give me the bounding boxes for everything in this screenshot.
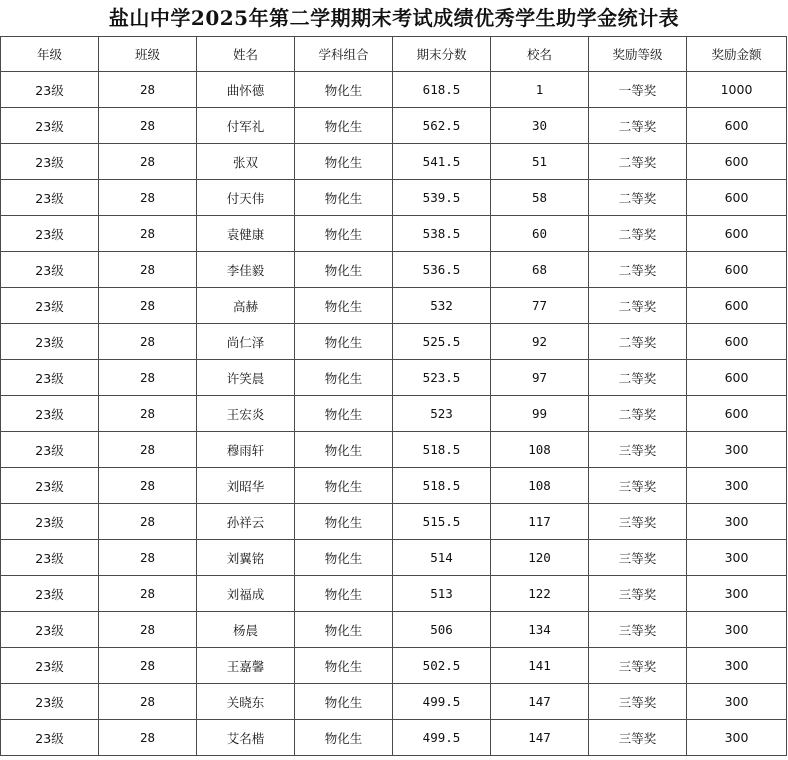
- cell-subject-combo[interactable]: 物化生: [295, 540, 393, 576]
- table-row: [1, 216, 787, 252]
- cell-award-level[interactable]: 二等奖: [589, 288, 687, 324]
- cell-class[interactable]: 28: [99, 216, 197, 252]
- cell-final-score[interactable]: 506: [393, 612, 491, 648]
- cell-grade[interactable]: 23级: [1, 72, 99, 108]
- table-row: [1, 432, 787, 468]
- table-row: [1, 612, 787, 648]
- cell-class[interactable]: 28: [99, 288, 197, 324]
- table-row: [1, 108, 787, 144]
- cell-grade[interactable]: 23级: [1, 288, 99, 324]
- cell-award-amount[interactable]: 600: [687, 360, 787, 396]
- table-row: [1, 576, 787, 612]
- cell-class[interactable]: 28: [99, 468, 197, 504]
- table-row: [1, 468, 787, 504]
- cell-school-rank[interactable]: 108: [491, 468, 589, 504]
- cell-school-rank[interactable]: 60: [491, 216, 589, 252]
- cell-name[interactable]: 艾名楷: [197, 720, 295, 756]
- table-body: [1, 72, 787, 756]
- cell-class[interactable]: 28: [99, 504, 197, 540]
- header-row: [1, 37, 787, 72]
- cell-award-amount[interactable]: 600: [687, 288, 787, 324]
- cell-class[interactable]: 28: [99, 252, 197, 288]
- cell-class[interactable]: 28: [99, 576, 197, 612]
- cell-name[interactable]: 张双: [197, 144, 295, 180]
- header-grade[interactable]: 年级: [1, 37, 99, 72]
- cell-school-rank[interactable]: 92: [491, 324, 589, 360]
- cell-class[interactable]: 28: [99, 540, 197, 576]
- cell-class[interactable]: 28: [99, 648, 197, 684]
- cell-grade[interactable]: 23级: [1, 720, 99, 756]
- cell-grade[interactable]: 23级: [1, 684, 99, 720]
- cell-name[interactable]: 王宏炎: [197, 396, 295, 432]
- cell-award-level[interactable]: 三等奖: [589, 648, 687, 684]
- cell-grade[interactable]: 23级: [1, 396, 99, 432]
- cell-name[interactable]: 孙祥云: [197, 504, 295, 540]
- cell-final-score[interactable]: 513: [393, 576, 491, 612]
- cell-school-rank[interactable]: 147: [491, 684, 589, 720]
- cell-award-level[interactable]: 三等奖: [589, 540, 687, 576]
- cell-subject-combo[interactable]: 物化生: [295, 684, 393, 720]
- cell-name[interactable]: 刘福成: [197, 576, 295, 612]
- cell-final-score[interactable]: 618.5: [393, 72, 491, 108]
- table-row: [1, 540, 787, 576]
- header-award-amount[interactable]: 奖励金额: [687, 37, 787, 72]
- cell-award-level[interactable]: 二等奖: [589, 108, 687, 144]
- cell-subject-combo[interactable]: 物化生: [295, 396, 393, 432]
- cell-subject-combo[interactable]: 物化生: [295, 324, 393, 360]
- cell-school-rank[interactable]: 97: [491, 360, 589, 396]
- cell-award-amount[interactable]: 300: [687, 720, 787, 756]
- cell-award-amount[interactable]: 300: [687, 504, 787, 540]
- cell-award-level[interactable]: 三等奖: [589, 432, 687, 468]
- cell-award-amount[interactable]: 300: [687, 540, 787, 576]
- cell-final-score[interactable]: 502.5: [393, 648, 491, 684]
- cell-class[interactable]: 28: [99, 396, 197, 432]
- cell-subject-combo[interactable]: 物化生: [295, 252, 393, 288]
- cell-subject-combo[interactable]: 物化生: [295, 648, 393, 684]
- table-row: [1, 180, 787, 216]
- cell-final-score[interactable]: 539.5: [393, 180, 491, 216]
- header-class[interactable]: 班级: [99, 37, 197, 72]
- cell-name[interactable]: 杨晨: [197, 612, 295, 648]
- cell-grade[interactable]: 23级: [1, 252, 99, 288]
- cell-award-amount[interactable]: 300: [687, 684, 787, 720]
- cell-school-rank[interactable]: 30: [491, 108, 589, 144]
- header-subject-combo[interactable]: 学科组合: [295, 37, 393, 72]
- cell-school-rank[interactable]: 77: [491, 288, 589, 324]
- cell-final-score[interactable]: 525.5: [393, 324, 491, 360]
- cell-award-level[interactable]: 三等奖: [589, 468, 687, 504]
- cell-award-level[interactable]: 二等奖: [589, 216, 687, 252]
- cell-final-score[interactable]: 499.5: [393, 684, 491, 720]
- cell-final-score[interactable]: 536.5: [393, 252, 491, 288]
- cell-subject-combo[interactable]: 物化生: [295, 468, 393, 504]
- cell-award-level[interactable]: 一等奖: [589, 72, 687, 108]
- cell-final-score[interactable]: 532: [393, 288, 491, 324]
- scholarship-table: [0, 36, 787, 756]
- table-row: [1, 684, 787, 720]
- cell-class[interactable]: 28: [99, 108, 197, 144]
- cell-award-level[interactable]: 二等奖: [589, 396, 687, 432]
- cell-award-amount[interactable]: 300: [687, 576, 787, 612]
- table-row: [1, 288, 787, 324]
- cell-school-rank[interactable]: 1: [491, 72, 589, 108]
- cell-grade[interactable]: 23级: [1, 216, 99, 252]
- cell-subject-combo[interactable]: 物化生: [295, 288, 393, 324]
- cell-final-score[interactable]: 499.5: [393, 720, 491, 756]
- cell-subject-combo[interactable]: 物化生: [295, 504, 393, 540]
- cell-name[interactable]: 刘翼铭: [197, 540, 295, 576]
- table-row: [1, 360, 787, 396]
- cell-name[interactable]: 李佳毅: [197, 252, 295, 288]
- cell-award-level[interactable]: 三等奖: [589, 720, 687, 756]
- cell-name[interactable]: 刘昭华: [197, 468, 295, 504]
- cell-school-rank[interactable]: 117: [491, 504, 589, 540]
- table-row: [1, 720, 787, 756]
- cell-grade[interactable]: 23级: [1, 504, 99, 540]
- header-award-level[interactable]: 奖励等级: [589, 37, 687, 72]
- cell-final-score[interactable]: 523: [393, 396, 491, 432]
- table-row: [1, 504, 787, 540]
- cell-final-score[interactable]: 518.5: [393, 432, 491, 468]
- cell-award-amount[interactable]: 600: [687, 216, 787, 252]
- cell-award-level[interactable]: 三等奖: [589, 576, 687, 612]
- cell-award-level[interactable]: 二等奖: [589, 180, 687, 216]
- table-row: [1, 324, 787, 360]
- cell-class[interactable]: 28: [99, 72, 197, 108]
- table-row: [1, 252, 787, 288]
- cell-award-amount[interactable]: 600: [687, 396, 787, 432]
- cell-name[interactable]: 曲怀德: [197, 72, 295, 108]
- cell-subject-combo[interactable]: 物化生: [295, 576, 393, 612]
- table-row: [1, 396, 787, 432]
- cell-class[interactable]: 28: [99, 720, 197, 756]
- cell-school-rank[interactable]: 147: [491, 720, 589, 756]
- cell-grade[interactable]: 23级: [1, 612, 99, 648]
- cell-grade[interactable]: 23级: [1, 576, 99, 612]
- cell-subject-combo[interactable]: 物化生: [295, 216, 393, 252]
- cell-grade[interactable]: 23级: [1, 360, 99, 396]
- cell-school-rank[interactable]: 120: [491, 540, 589, 576]
- cell-final-score[interactable]: 515.5: [393, 504, 491, 540]
- cell-award-level[interactable]: 三等奖: [589, 684, 687, 720]
- cell-class[interactable]: 28: [99, 324, 197, 360]
- cell-grade[interactable]: 23级: [1, 468, 99, 504]
- cell-subject-combo[interactable]: 物化生: [295, 72, 393, 108]
- cell-grade[interactable]: 23级: [1, 180, 99, 216]
- table-title: 盐山中学2025年第二学期期末考试成绩优秀学生助学金统计表: [108, 6, 680, 30]
- cell-award-amount[interactable]: 300: [687, 468, 787, 504]
- cell-award-amount[interactable]: 600: [687, 324, 787, 360]
- cell-grade[interactable]: 23级: [1, 648, 99, 684]
- cell-final-score[interactable]: 562.5: [393, 108, 491, 144]
- cell-class[interactable]: 28: [99, 684, 197, 720]
- cell-award-level[interactable]: 二等奖: [589, 252, 687, 288]
- header-final-score[interactable]: 期末分数: [393, 37, 491, 72]
- cell-class[interactable]: 28: [99, 612, 197, 648]
- header-school-rank[interactable]: 校名: [491, 37, 589, 72]
- table-row: [1, 648, 787, 684]
- cell-grade[interactable]: 23级: [1, 540, 99, 576]
- cell-grade[interactable]: 23级: [1, 144, 99, 180]
- cell-subject-combo[interactable]: 物化生: [295, 720, 393, 756]
- cell-award-amount[interactable]: 600: [687, 108, 787, 144]
- cell-award-level[interactable]: 二等奖: [589, 360, 687, 396]
- table-header: [1, 37, 787, 72]
- cell-school-rank[interactable]: 108: [491, 432, 589, 468]
- cell-award-level[interactable]: 二等奖: [589, 324, 687, 360]
- cell-award-amount[interactable]: 600: [687, 180, 787, 216]
- cell-school-rank[interactable]: 68: [491, 252, 589, 288]
- cell-name[interactable]: 高赫: [197, 288, 295, 324]
- table-row: [1, 72, 787, 108]
- cell-school-rank[interactable]: 99: [491, 396, 589, 432]
- cell-award-level[interactable]: 二等奖: [589, 144, 687, 180]
- cell-final-score[interactable]: 518.5: [393, 468, 491, 504]
- cell-award-amount[interactable]: 300: [687, 432, 787, 468]
- cell-subject-combo[interactable]: 物化生: [295, 144, 393, 180]
- cell-subject-combo[interactable]: 物化生: [295, 432, 393, 468]
- cell-subject-combo[interactable]: 物化生: [295, 180, 393, 216]
- header-name[interactable]: 姓名: [197, 37, 295, 72]
- cell-class[interactable]: 28: [99, 180, 197, 216]
- cell-grade[interactable]: 23级: [1, 324, 99, 360]
- cell-final-score[interactable]: 514: [393, 540, 491, 576]
- cell-school-rank[interactable]: 141: [491, 648, 589, 684]
- cell-award-level[interactable]: 三等奖: [589, 504, 687, 540]
- cell-final-score[interactable]: 541.5: [393, 144, 491, 180]
- cell-final-score[interactable]: 523.5: [393, 360, 491, 396]
- cell-final-score[interactable]: 538.5: [393, 216, 491, 252]
- cell-award-amount[interactable]: 600: [687, 252, 787, 288]
- cell-name[interactable]: 付军礼: [197, 108, 295, 144]
- cell-award-amount[interactable]: 600: [687, 144, 787, 180]
- cell-award-amount[interactable]: 300: [687, 612, 787, 648]
- cell-grade[interactable]: 23级: [1, 108, 99, 144]
- cell-award-level[interactable]: 三等奖: [589, 612, 687, 648]
- cell-class[interactable]: 28: [99, 432, 197, 468]
- cell-name[interactable]: 王嘉馨: [197, 648, 295, 684]
- cell-subject-combo[interactable]: 物化生: [295, 108, 393, 144]
- cell-name[interactable]: 关晓东: [197, 684, 295, 720]
- cell-grade[interactable]: 23级: [1, 432, 99, 468]
- cell-school-rank[interactable]: 51: [491, 144, 589, 180]
- cell-subject-combo[interactable]: 物化生: [295, 360, 393, 396]
- cell-name[interactable]: 袁健康: [197, 216, 295, 252]
- cell-name[interactable]: 尚仁泽: [197, 324, 295, 360]
- table-row: [1, 144, 787, 180]
- cell-class[interactable]: 28: [99, 144, 197, 180]
- cell-school-rank[interactable]: 58: [491, 180, 589, 216]
- cell-award-amount[interactable]: 1000: [687, 72, 787, 108]
- cell-class[interactable]: 28: [99, 360, 197, 396]
- cell-name[interactable]: 穆雨轩: [197, 432, 295, 468]
- cell-school-rank[interactable]: 122: [491, 576, 589, 612]
- cell-subject-combo[interactable]: 物化生: [295, 612, 393, 648]
- cell-school-rank[interactable]: 134: [491, 612, 589, 648]
- cell-award-amount[interactable]: 300: [687, 648, 787, 684]
- cell-name[interactable]: 许笑晨: [197, 360, 295, 396]
- cell-name[interactable]: 付天伟: [197, 180, 295, 216]
